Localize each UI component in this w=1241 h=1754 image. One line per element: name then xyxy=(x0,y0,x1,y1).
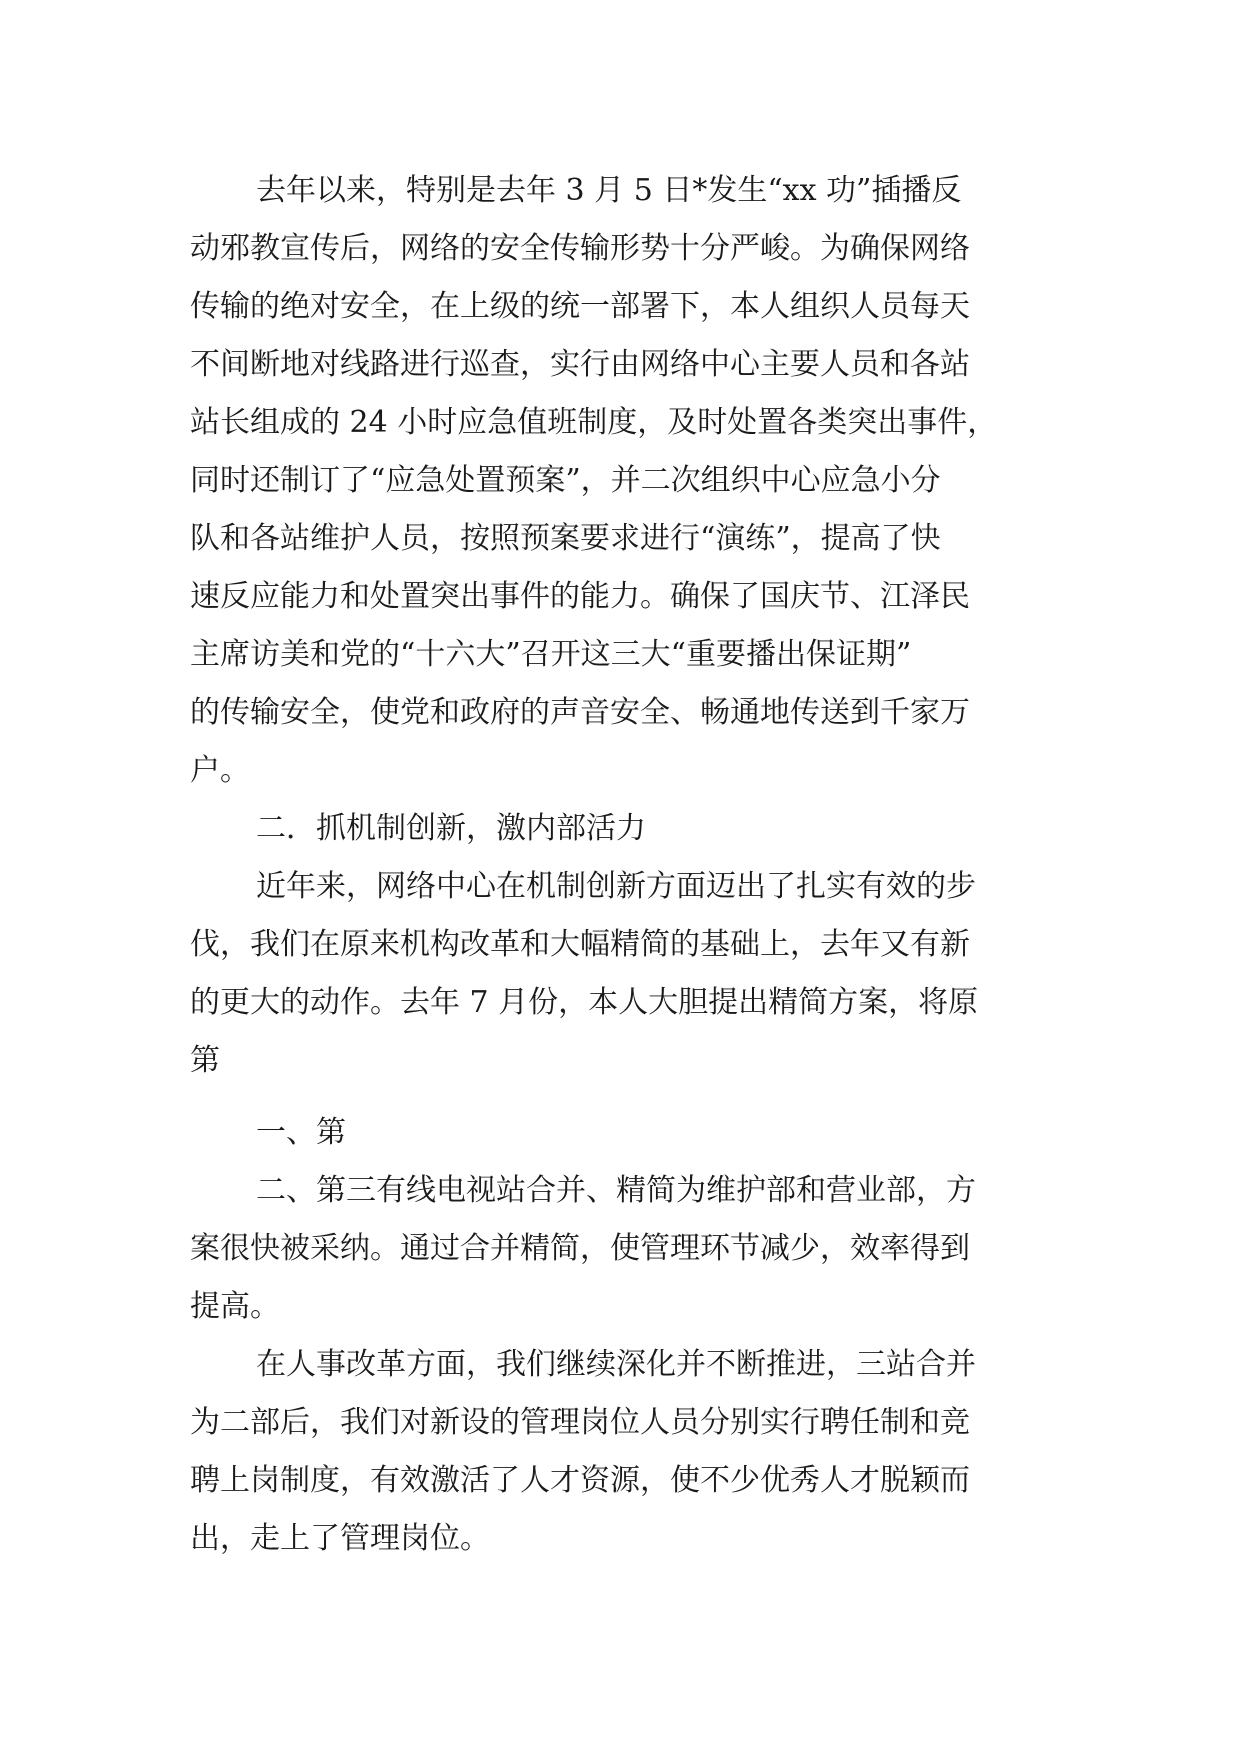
text-line: 去年以来，特别是去年 3 月 5 日*发生“xx 功”插播反 xyxy=(256,173,962,208)
paragraph-gap xyxy=(190,1090,1070,1104)
text-line: 伐，我们在原来机构改革和大幅精简的基础上，去年又有新 xyxy=(190,927,970,962)
text-line: 传输的绝对安全，在上级的统一部署下，本人组织人员每天 xyxy=(190,289,970,324)
text-line: 聘上岗制度，有效激活了人才资源，使不少优秀人才脱颖而 xyxy=(190,1463,970,1498)
text-line: 队和各站维护人员，按照预案要求进行“演练”，提高了快 xyxy=(190,521,941,556)
text-line: 出，走上了管理岗位。 xyxy=(190,1521,490,1556)
text-line: 为二部后，我们对新设的管理岗位人员分别实行聘任制和竞 xyxy=(190,1405,970,1440)
section-heading xyxy=(190,800,1070,858)
text-line: 一、第 xyxy=(256,1115,346,1150)
text-line: 站长组成的 24 小时应急值班制度，及时处置各类突出事件， xyxy=(190,405,998,440)
text-line: 速反应能力和处置突出事件的能力。确保了国庆节、江泽民 xyxy=(190,579,970,614)
text-line: 户。 xyxy=(190,753,250,788)
text-line: 二、第三有线电视站合并、精简为维护部和营业部，方 xyxy=(256,1173,976,1208)
text-line: 的更大的动作。去年 7 月份，本人大胆提出精简方案，将原 xyxy=(190,985,979,1020)
text-line: 主席访美和党的“十六大”召开这三大“重要播出保证期” xyxy=(190,637,912,672)
text-line: 动邪教宣传后，网络的安全传输形势十分严峻。为确保网络 xyxy=(190,231,970,266)
paragraph xyxy=(190,1104,1070,1162)
paragraph xyxy=(190,858,1070,1090)
text-line: 同时还制订了“应急处置预案”，并二次组织中心应急小分 xyxy=(190,463,941,498)
paragraph xyxy=(190,162,1070,800)
text-line: 提高。 xyxy=(190,1289,280,1324)
text-line: 的传输安全，使党和政府的声音安全、畅通地传送到千家万 xyxy=(190,695,970,730)
text-line: 在人事改革方面，我们继续深化并不断推进，三站合并 xyxy=(256,1347,976,1382)
paragraph xyxy=(190,1336,1070,1568)
document-body xyxy=(190,162,1070,1568)
text-line: 近年来，网络中心在机制创新方面迈出了扎实有效的步 xyxy=(256,869,976,904)
text-line: 第 xyxy=(190,1043,220,1078)
text-line: 不间断地对线路进行巡查，实行由网络中心主要人员和各站 xyxy=(190,347,970,382)
heading-line: 二．抓机制创新，激内部活力 xyxy=(256,811,646,846)
text-line: 案很快被采纳。通过合并精简，使管理环节减少，效率得到 xyxy=(190,1231,970,1266)
paragraph xyxy=(190,1162,1070,1336)
